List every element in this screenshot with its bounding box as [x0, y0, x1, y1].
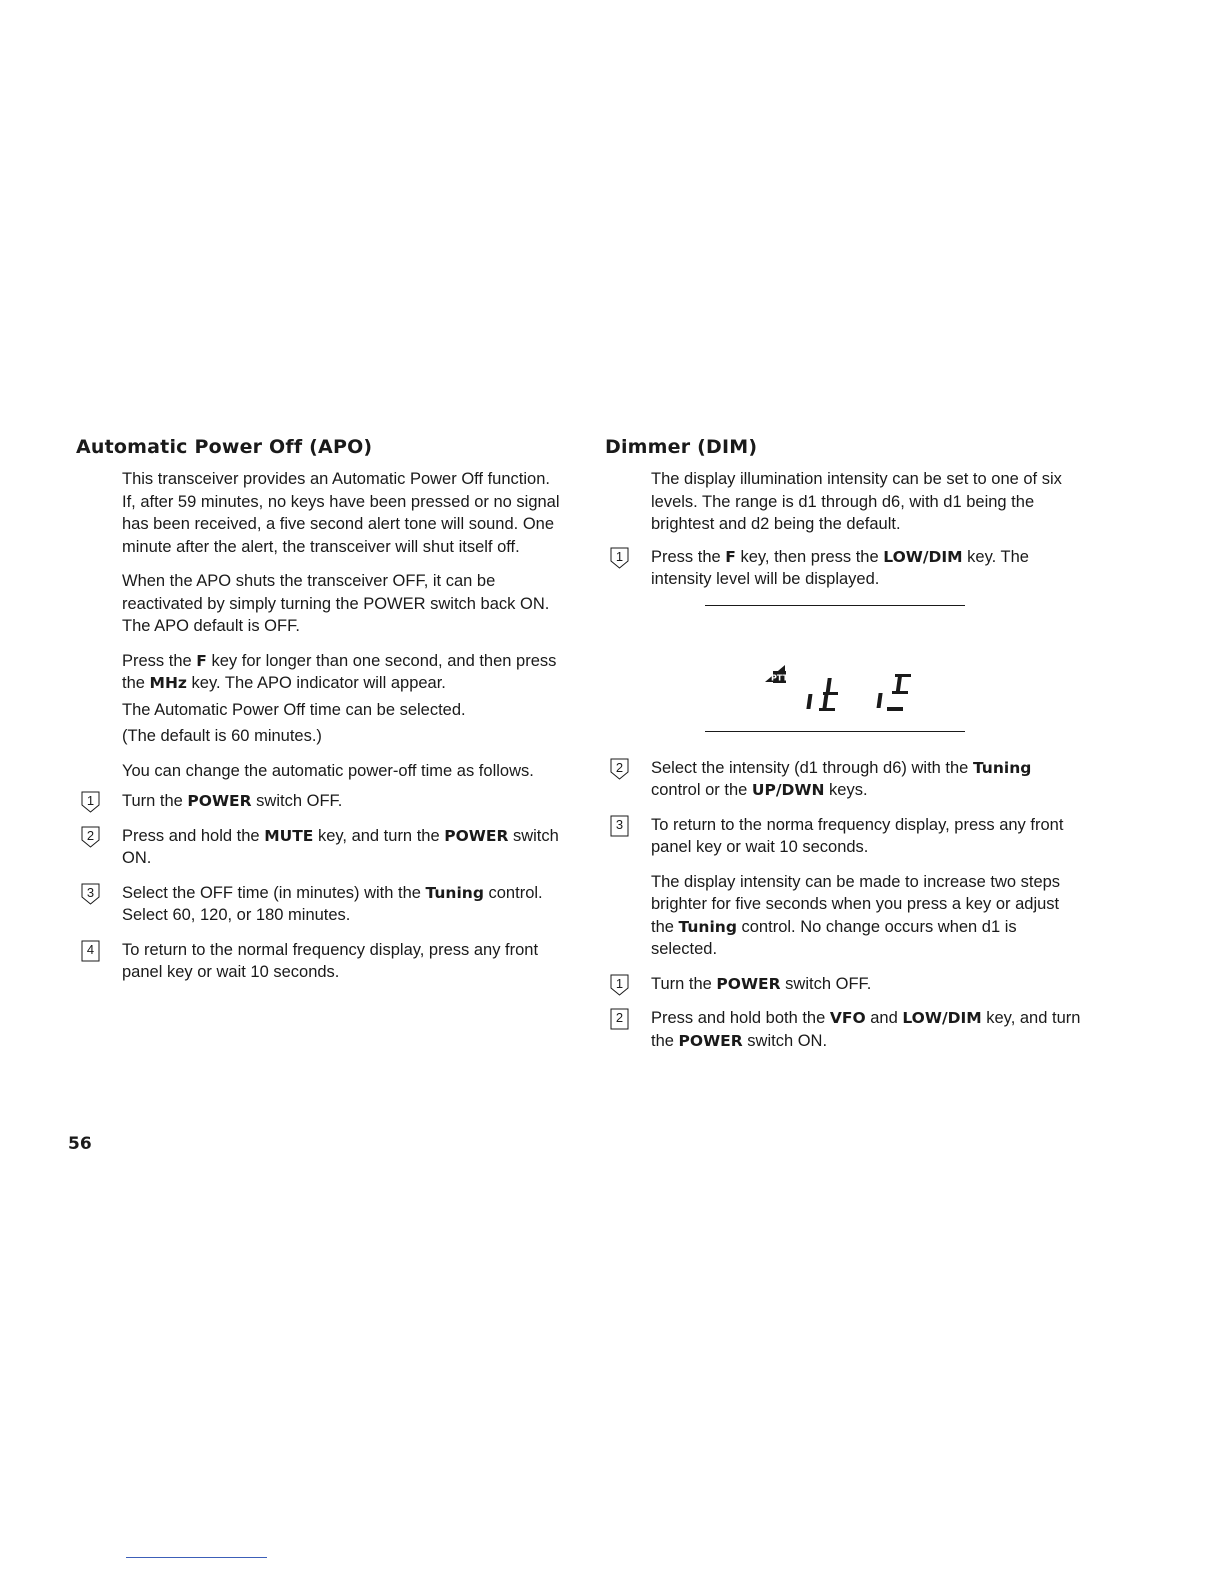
step-shield-icon: 1 [610, 974, 628, 996]
dim-step-1: 1 Press the F key, then press the LOW/DIM key. The intensity level will be displayed. [605, 546, 1085, 591]
apo-paragraph-4: The Automatic Power Off time can be selected. [122, 700, 466, 719]
dim-title: Dimmer (DIM) [605, 436, 758, 458]
segment-digit-d [806, 678, 838, 711]
apo-paragraph-5: (The default is 60 minutes.) [122, 727, 322, 745]
step-shield-icon: 3 [81, 883, 99, 905]
dim-step-3: 3 To return to the norma frequency display, press any front panel key or wait 10 seconds. [605, 814, 1085, 859]
apo-body [76, 468, 566, 782]
ptt-label: PTT [771, 673, 788, 682]
dim-step-c1: 1 Turn the POWER switch OFF. [605, 973, 1085, 996]
footer-rule [126, 1557, 267, 1558]
dim-step-2: 2 Select the intensity (d1 through d6) with the Tuning control or the UP/DWN keys. [605, 757, 1085, 802]
step-shield-icon: 2 [610, 758, 628, 780]
step-shield-icon: 2 [81, 826, 99, 848]
dim-section [605, 436, 1085, 1064]
step-shield-icon: 1 [81, 791, 99, 813]
lcd-readout-text: d 2 [705, 604, 707, 606]
lcd-bottom-rule [705, 731, 965, 732]
apo-section [76, 436, 566, 996]
dim-step-c2: 2 Press and hold both the VFO and LOW/DIM key, and turn the POWER switch ON. [605, 1007, 1085, 1052]
page-number: 56 [68, 1134, 92, 1154]
step-shield-icon: 1 [610, 547, 628, 569]
apo-step-3: 3 Select the OFF time (in minutes) with the Tuning control. Select 60, 120, or 180 minutes. [76, 882, 566, 927]
dim-body-2 [605, 871, 1085, 961]
apo-step-2: 2 Press and hold the MUTE key, and turn the POWER switch ON. [76, 825, 566, 870]
dim-paragraph-2: The display intensity can be made to increase two steps brighter for five seconds when you press a key or adjust the Tuning control. No change occurs when d1 is selected. [651, 872, 1061, 958]
apo-step-4: 4 To return to the normal frequency display, press any front panel key or wait 10 seconds. [76, 939, 566, 984]
ptt-indicator-icon [765, 665, 789, 683]
apo-paragraph-2: When the APO shuts the transceiver OFF, it can be reactivated by simply turning the POWER switch back ON. The APO default is OFF. [122, 572, 550, 635]
apo-title: Automatic Power Off (APO) [76, 436, 373, 458]
dim-body [605, 468, 1085, 536]
step-box-icon: 2 [610, 1008, 628, 1030]
apo-paragraph-6: You can change the automatic power-off time as follows. [122, 761, 534, 780]
apo-step-1: 1 Turn the POWER switch OFF. [76, 790, 566, 813]
segment-digit-2 [877, 674, 911, 711]
dim-paragraph-1: The display illumination intensity can be set to one of six levels. The range is d1 through d6, with d1 being the brightest and d2 being the default. [651, 470, 1062, 533]
step-box-icon: 3 [610, 815, 628, 837]
lcd-display-figure [705, 605, 965, 735]
apo-paragraph-3: Press the F key for longer than one second, and then press the MHz key. The APO indicator will appear. [122, 651, 557, 692]
step-box-icon: 4 [81, 940, 99, 962]
lcd-readout [705, 605, 965, 735]
apo-paragraph-1: This transceiver provides an Automatic Power Off function. If, after 59 minutes, no keys have been pressed or no signal has been received, a five second alert tone will sound. One minute after the alert, the transceiver will shut itself off. [122, 470, 560, 556]
